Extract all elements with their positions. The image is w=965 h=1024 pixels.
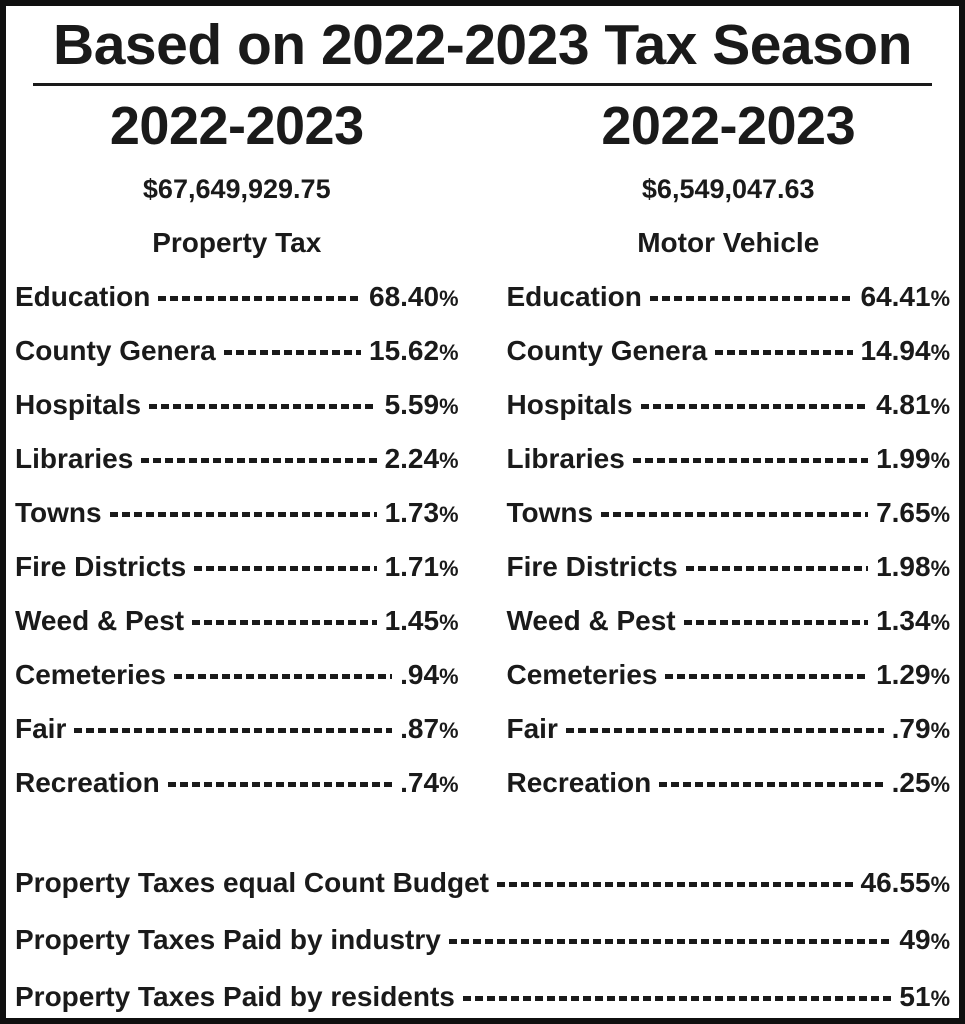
tax-row-value [876, 605, 950, 637]
tax-breakdown-row [15, 432, 459, 486]
percent-sign: % [439, 718, 459, 743]
tax-breakdown-row [507, 270, 951, 324]
tax-row-value [400, 713, 458, 745]
dash-leader [650, 296, 853, 301]
summary-row-value [899, 924, 950, 956]
tax-row-value [876, 389, 950, 421]
tax-row-label: Cemeteries [506, 659, 658, 690]
tax-row-number: 1.73 [384, 497, 440, 528]
tax-row-value [876, 497, 950, 529]
tax-row-number: 14.94 [860, 335, 931, 366]
property-tax-breakdown-list [15, 270, 459, 810]
tax-row-label: Education [506, 281, 642, 312]
tax-row-number: .79 [891, 713, 931, 744]
tax-row-value [861, 281, 951, 313]
summary-row-label: Property Taxes Paid by industry [15, 923, 441, 955]
tax-row-number: 5.59 [384, 389, 440, 420]
tax-breakdown-row [15, 270, 459, 324]
percent-sign: % [439, 664, 459, 689]
dash-leader [659, 782, 883, 787]
percent-sign: % [930, 448, 950, 473]
dash-leader [601, 512, 868, 517]
dash-leader [224, 350, 361, 355]
summary-row-number: 49 [899, 923, 931, 955]
tax-row-value [400, 659, 458, 691]
tax-row-number: 1.71 [384, 551, 440, 582]
property-tax-column [15, 98, 459, 810]
tax-breakdown-row [15, 378, 459, 432]
tax-breakdown-row [507, 486, 951, 540]
tax-row-value [892, 713, 950, 745]
percent-sign: % [930, 340, 950, 365]
tax-row-value [876, 551, 950, 583]
dash-leader [194, 566, 376, 571]
tax-breakdown-row [507, 432, 951, 486]
tax-row-number: 7.65 [876, 497, 931, 528]
dash-leader [74, 728, 392, 733]
dash-leader [174, 674, 392, 679]
tax-row-value [385, 389, 459, 421]
tax-breakdown-row [15, 756, 459, 810]
tax-breakdown-row [507, 324, 951, 378]
tax-row-number: .87 [400, 713, 440, 744]
tax-row-value [385, 443, 459, 475]
percent-sign: % [439, 610, 459, 635]
tax-row-label: Recreation [15, 767, 160, 798]
tax-columns [15, 98, 950, 810]
property-tax-year-heading: 2022-2023 [109, 96, 364, 156]
dash-leader [665, 674, 868, 679]
dash-leader [141, 458, 376, 463]
tax-row-number: 1.34 [876, 605, 931, 636]
tax-row-label: Hospitals [506, 389, 633, 420]
motor-vehicle-amount: $6,549,047.63 [641, 174, 815, 204]
tax-row-label: Fire Districts [15, 551, 187, 582]
percent-sign: % [930, 286, 950, 311]
tax-breakdown-row [15, 648, 459, 702]
tax-row-number: .74 [400, 767, 440, 798]
tax-row-number: 1.99 [876, 443, 931, 474]
tax-row-number: 1.45 [384, 605, 440, 636]
summary-row-value [899, 981, 950, 1013]
tax-row-value [385, 551, 459, 583]
tax-row-value [876, 443, 950, 475]
tax-row-label: Cemeteries [15, 659, 166, 690]
percent-sign: % [930, 871, 950, 897]
percent-sign: % [930, 610, 950, 635]
tax-breakdown-row [15, 594, 459, 648]
motor-vehicle-category-label: Motor Vehicle [637, 227, 820, 258]
tax-row-value [385, 605, 459, 637]
property-tax-amount: $67,649,929.75 [142, 174, 331, 204]
percent-sign: % [930, 664, 950, 689]
tax-row-value [892, 767, 950, 799]
tax-row-label: Recreation [506, 767, 652, 798]
summary-row-label: Property Taxes equal Count Budget [15, 866, 489, 898]
dash-leader [715, 350, 852, 355]
tax-row-label: Weed & Pest [506, 605, 676, 636]
summary-row [15, 911, 950, 968]
tax-row-label: Weed & Pest [15, 605, 185, 636]
tax-row-label: Fair [15, 713, 67, 744]
summary-row-number: 46.55 [860, 866, 931, 898]
dash-leader [463, 996, 892, 1001]
tax-breakdown-row [507, 378, 951, 432]
tax-breakdown-row [15, 486, 459, 540]
tax-row-number: 15.62 [369, 335, 440, 366]
tax-row-value [400, 767, 458, 799]
tax-row-value [876, 659, 950, 691]
summary-row [15, 968, 950, 1024]
tax-row-value [385, 497, 459, 529]
dash-leader [110, 512, 377, 517]
tax-row-label: County Genera [506, 335, 708, 366]
percent-sign: % [439, 340, 459, 365]
property-tax-category-label: Property Tax [152, 227, 322, 258]
summary-row-label: Property Taxes Paid by residents [15, 980, 455, 1012]
dash-leader [149, 404, 377, 409]
dash-leader [566, 728, 884, 733]
tax-row-label: Towns [506, 497, 594, 528]
tax-row-label: Towns [15, 497, 102, 528]
percent-sign: % [439, 448, 459, 473]
percent-sign: % [930, 985, 950, 1011]
percent-sign: % [439, 772, 459, 797]
tax-breakdown-row [15, 702, 459, 756]
tax-row-label: Libraries [506, 443, 625, 474]
motor-vehicle-breakdown-list [507, 270, 951, 810]
tax-row-value [369, 281, 459, 313]
percent-sign: % [930, 718, 950, 743]
tax-row-label: Education [15, 281, 151, 312]
summary-list [15, 854, 950, 1024]
tax-breakdown-row [507, 648, 951, 702]
tax-row-number: 4.81 [876, 389, 931, 420]
dash-leader [449, 939, 892, 944]
summary-row-value [861, 867, 951, 899]
percent-sign: % [930, 502, 950, 527]
summary-row-number: 51 [899, 980, 931, 1012]
percent-sign: % [930, 556, 950, 581]
tax-row-number: 1.29 [876, 659, 931, 690]
tax-row-number: 2.24 [384, 443, 440, 474]
percent-sign: % [439, 286, 459, 311]
dash-leader [633, 458, 868, 463]
tax-row-value [861, 335, 951, 367]
percent-sign: % [439, 556, 459, 581]
tax-row-value [369, 335, 459, 367]
percent-sign: % [439, 394, 459, 419]
dash-leader [158, 296, 361, 301]
tax-breakdown-row [15, 540, 459, 594]
summary-row [15, 854, 950, 911]
motor-vehicle-column [507, 98, 951, 810]
percent-sign: % [439, 502, 459, 527]
title-underline [33, 83, 932, 86]
percent-sign: % [930, 394, 950, 419]
dash-leader [192, 620, 376, 625]
tax-row-number: 64.41 [860, 281, 931, 312]
dash-leader [684, 620, 868, 625]
tax-breakdown-row [507, 594, 951, 648]
percent-sign: % [930, 928, 950, 954]
tax-row-number: 68.40 [369, 281, 440, 312]
tax-row-number: .25 [891, 767, 931, 798]
tax-row-label: County Genera [15, 335, 216, 366]
dash-leader [497, 882, 853, 887]
page-title: Based on 2022-2023 Tax Season [53, 13, 912, 77]
percent-sign: % [930, 772, 950, 797]
tax-row-number: 1.98 [876, 551, 931, 582]
tax-row-number: .94 [400, 659, 440, 690]
dash-leader [686, 566, 868, 571]
tax-row-label: Fire Districts [506, 551, 678, 582]
tax-row-label: Hospitals [15, 389, 142, 420]
dash-leader [641, 404, 869, 409]
motor-vehicle-year-heading: 2022-2023 [601, 96, 856, 156]
tax-row-label: Fair [506, 713, 558, 744]
tax-row-label: Libraries [15, 443, 134, 474]
tax-breakdown-row [507, 702, 951, 756]
dash-leader [168, 782, 392, 787]
tax-breakdown-row [507, 756, 951, 810]
tax-breakdown-row [507, 540, 951, 594]
tax-breakdown-row [15, 324, 459, 378]
